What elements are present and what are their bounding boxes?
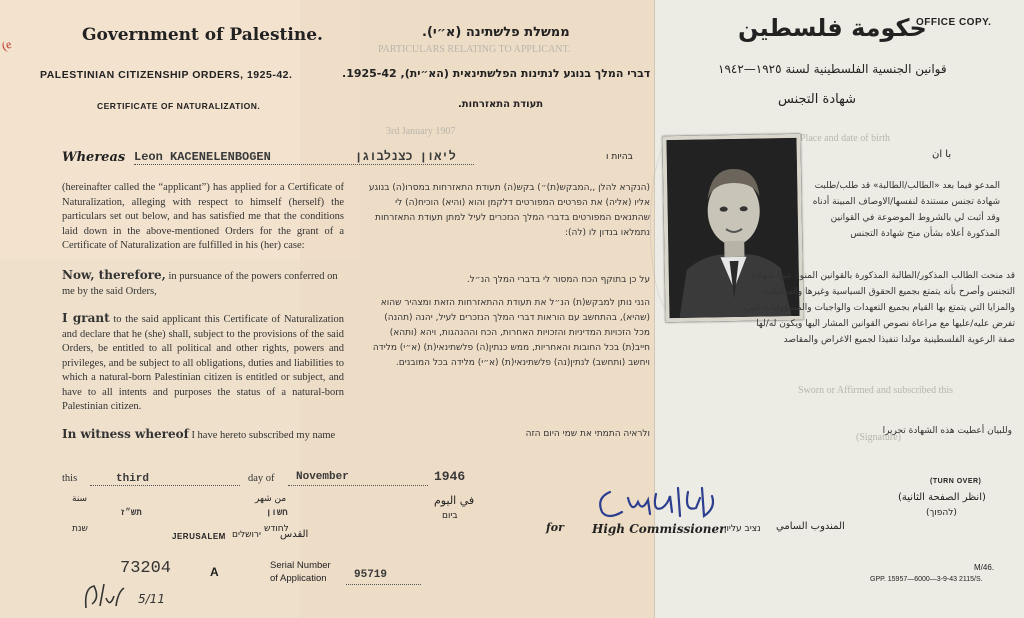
arabic-witness-line: وللبيان أعطيت هذه الشهادة تحريرا (882, 426, 1012, 436)
printer-code: GPP. 15957—6000—3-9-43 2115/S. (870, 576, 983, 583)
i-grant-label: I grant (62, 311, 110, 325)
jerusalem-he: ירושלים (232, 530, 262, 540)
english-paragraph-applicant: (hereinafter called the “applicant”) has applied for a Certificate of Naturalization, alleging with respect to himself (herself) the particulars set out below, and has satisfied me that the conditions laid down in the above-mentioned Orders for the grant of a Certificate of Naturalization are fulfilled in his (her) case: (62, 182, 344, 251)
turn-over-ar: (انظر الصفحة الثانية) (898, 492, 986, 503)
high-commissioner-he: נציב עליון (724, 524, 761, 534)
whereas-label: Whereas (62, 150, 126, 165)
he-year-label: שנת (72, 524, 88, 534)
header-government-ar: حكومة فلسطين (738, 14, 927, 42)
he-day-label: ביום (442, 511, 458, 521)
header-orders-en: PALESTINIAN CITIZENSHIP ORDERS, 1925-42. (40, 69, 293, 81)
day-dotted-line (90, 485, 240, 486)
signature-for-label: for (546, 521, 564, 534)
witness-text: I have hereto subscribed my name (191, 430, 336, 441)
header-orders-he: דברי המלך בנוגע לנתינות הפלשתינאית (הא״ית), 1925-42. (342, 67, 651, 80)
red-corner-mark: (e (0, 36, 14, 54)
applicant-name-he: ליאון כצנלבוגן (355, 150, 456, 164)
english-paragraph-grant (62, 311, 344, 415)
office-copy-label: OFFICE COPY. (916, 17, 992, 28)
faint-date-value: 3rd January 1907 (386, 126, 456, 137)
form-code: M/46. (974, 563, 995, 572)
high-commissioner-ar: المندوب السامي (776, 521, 845, 532)
date-day-of-label: day of (248, 473, 275, 484)
turn-over-he: (להפוך) (926, 508, 957, 518)
jerusalem-ar: القدس (280, 529, 309, 540)
witness-label: In witness whereof (62, 427, 189, 441)
application-dotted-line (346, 584, 421, 585)
hebrew-month-value: חשון (266, 508, 288, 518)
hebrew-paragraph-now: על כן בתוקף הכח המסור לי בדברי המלך הנ״ל. (466, 275, 650, 285)
he-month-label: לחודש (264, 524, 289, 534)
now-therefore-text: in pursuance of the powers conferred on me by the said Orders, (62, 271, 338, 297)
high-commissioner-en: High Commissioner (592, 522, 726, 536)
jerusalem-en: JERUSALEM (172, 532, 226, 541)
date-this-label: this (62, 473, 78, 484)
month-dotted-line (288, 485, 428, 486)
header-orders-ar: قوانين الجنسية الفلسطينية لسنة ١٩٢٥—١٩٤٢ (718, 62, 947, 76)
english-witness-line (62, 427, 335, 444)
turn-over-en: (TURN OVER) (930, 478, 982, 485)
faint-particulars-heading: PARTICULARS RELATING TO APPLICANT. (378, 44, 571, 55)
hebrew-witness-line: ולראיה התמתי את שמי היום הזה (525, 429, 650, 439)
arabic-paragraph-applicant (700, 178, 1000, 242)
serial-number-label: Serial Number (270, 560, 331, 571)
applicant-name-en: Leon KACENELENBOGEN (134, 150, 271, 164)
date-month-value: November (296, 471, 349, 483)
name-dotted-line (134, 164, 474, 165)
faint-sworn-label: Sworn or Affirmed and subscribed this (798, 385, 954, 396)
application-number: 95719 (354, 569, 388, 581)
now-therefore-label: Now, therefore, (62, 268, 166, 282)
handwritten-date: 5/11 (138, 592, 165, 606)
ar-day-label: في اليوم (434, 494, 475, 507)
whereas-ar-prefix: با ان (932, 149, 952, 160)
high-commissioner-signature (592, 478, 742, 528)
whereas-he-prefix: בהיות ו (606, 152, 633, 162)
ar-month-label: من شهر (255, 494, 287, 504)
handwritten-initials (80, 578, 130, 614)
certificate-number: 73204 (120, 559, 172, 578)
faint-signature-label: (Signature) (856, 432, 901, 443)
header-certificate-ar: شهادة التجنس (778, 92, 856, 107)
hebrew-year-value: תש״ז (120, 508, 142, 518)
certificate-series: A (210, 565, 219, 579)
hebrew-paragraph-grant: הנני נותן למבקש(ת) הנ״ל את תעודת ההתאזרחות הזאת ומצהיר שהוא (שהיא), בהתחשב עם הוראות דברי המלך הנזכרים לעיל, יהנה (תהנה) מכל הזכויות המדיניות והזכויות האחרות, הכח וההנהגות, ויהא (ותהא) חייב(ת) בכל החובות והאחריות, ממש כנתין(ה) פלשתינאי(ת) (א״י) מלידה ויחשב (ותחשב) לנתין(נה) פלשתינאי(ת) (א״י) מלידה בכל המובנים. (372, 298, 650, 368)
application-label: of Application (270, 573, 327, 584)
ar-year-label: سنة (72, 494, 88, 504)
arabic-paragraph-grant: قد منحت الطالب المذكور/الطالبة المذكورة بالقوانين المنوه عنها شهادة التجنس وأصرح بأنه يتمتع بجميع الحقوق السياسية وغيرها والسلطات والمزايا التي يتمتع بها القيام بجميع التعهدات والواجبات والمسؤوليات التي تفرض عليه/عليها مع مراعاة نصوص القوانين المشار اليها ويكون له/لها صفة الرعوية الفلسطينية مولدا تنفيذا لجميع الاغراض والمقاصد (744, 271, 1015, 345)
arabic-paragraph-applicant-text: المدعو فيما بعد «الطالب/الطالبة» قد طلب/طلبت شهادة تجنس مستندة لنفسها/الاوصاف المبينة أدناه وقد أثبت لي بالشروط الموضوعة في القوانين المذكورة أعلاه بشأن منح شهادة التجنس (812, 181, 1000, 239)
header-government-he: ממשלת פלשתינה (א״י). (422, 25, 570, 40)
header-government-en: Government of Palestine. (82, 25, 323, 45)
faint-place-date-label: Place and date of birth (800, 133, 890, 144)
i-grant-text: to the said applicant this Certificate of Naturalization and declare that he (she) shall, subject to the provisions of the said Orders, be entitled to all political and other rights, powers and privileges, and be subject to all obligations, duties and liabilities to which a natural-born Palestinian citizen is entitled or subject, and have to all intents and purposes the status of a natural-born Palestinian citizen. (62, 314, 345, 412)
header-certificate-en: CERTIFICATE OF NATURALIZATION. (97, 101, 261, 111)
date-day-value: third (116, 473, 150, 485)
hebrew-paragraph-applicant: (הנקרא להלן ,,המבקש(ת)״) בקש(ה) תעודת התאזרחות במסרו(ה) בנוגע אליו (אליה) את הפרטים המפורטים דלקמן והוא (והיא) הוכיח(ה) לי שהתנאים המפורטים בדברי המלך הנזכרים לעיל למתן תעודת התאזרחות נתמלאו בנדון לו (לה): (368, 183, 650, 238)
date-year-value: 1946 (434, 469, 466, 484)
header-certificate-he: תעודת התאזרחות. (458, 99, 544, 110)
english-paragraph-now (62, 268, 344, 299)
